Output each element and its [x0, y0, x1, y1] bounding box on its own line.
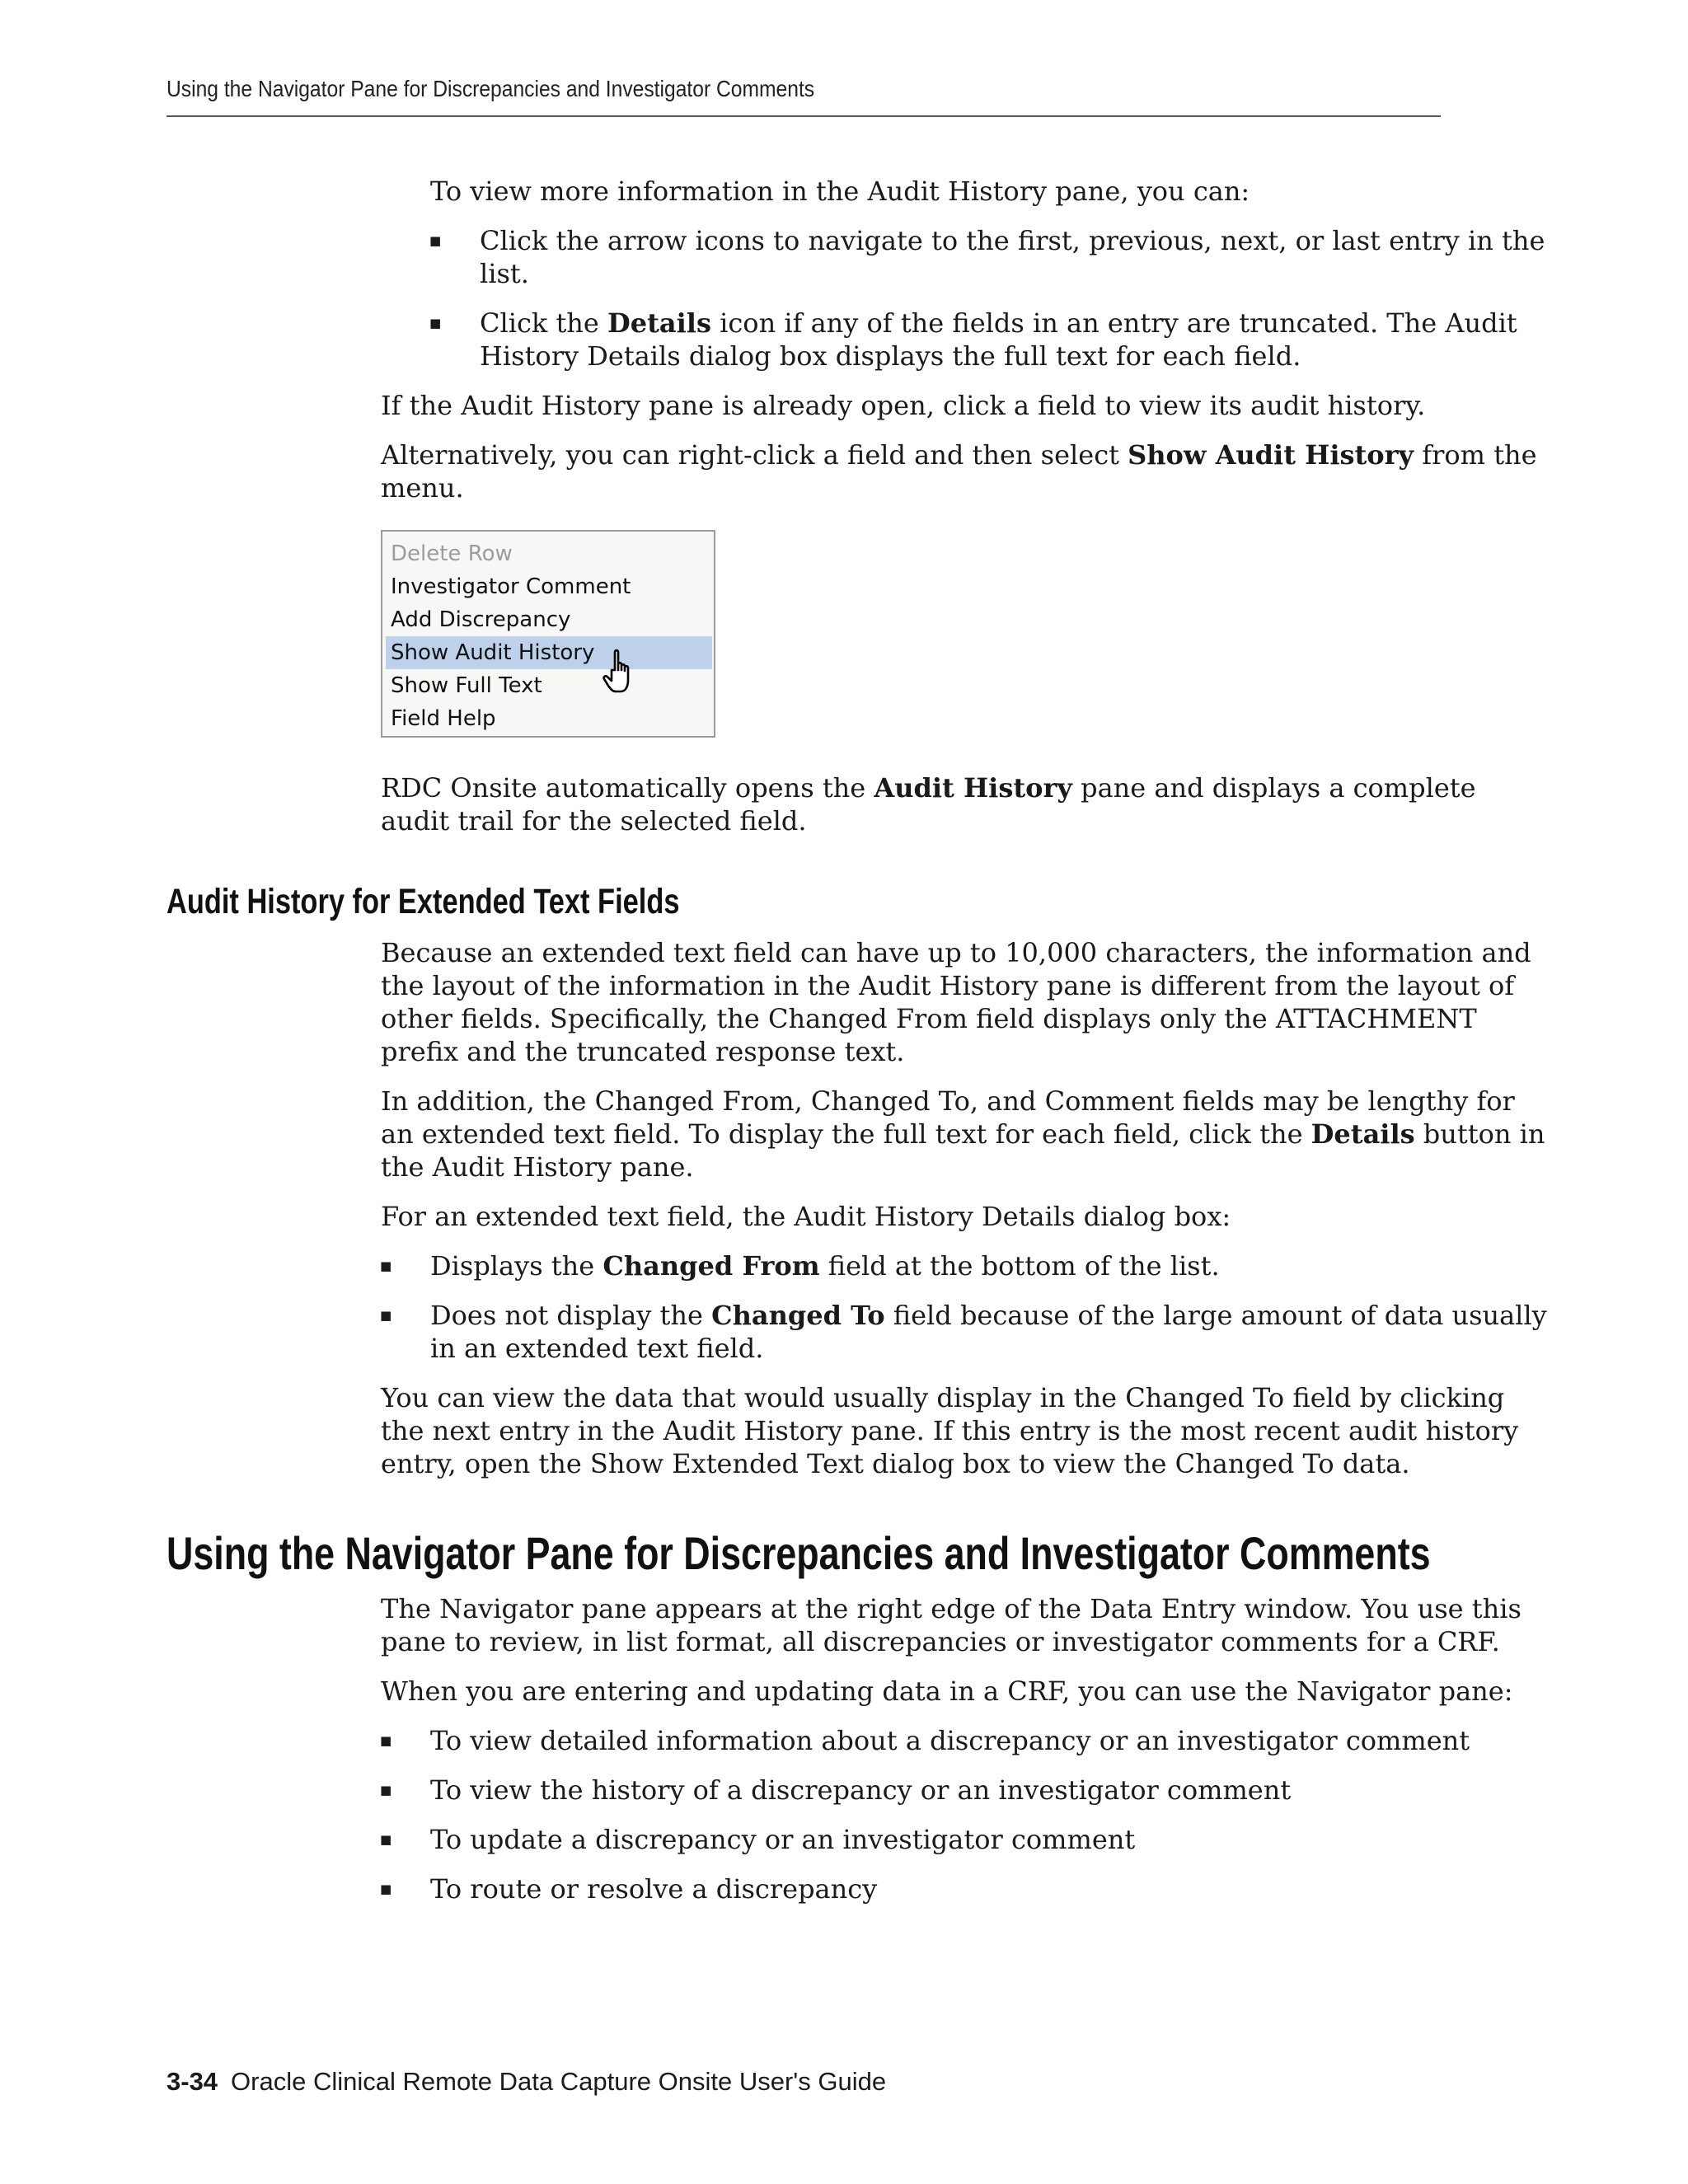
alternative-paragraph-line-1: Alternatively, you can right-click a field and then select Show Audit History from the [381, 439, 1537, 471]
audit-open-paragraph: If the Audit History pane is already open, click a field to view its audit history. [381, 390, 1426, 421]
bullet-marker [380, 1823, 392, 1856]
menu-item-field-help[interactable]: Field Help [391, 706, 496, 731]
navigator-bullet-1: To view detailed information about a discrepancy or an investigator comment [430, 1725, 1470, 1756]
extended-bullet-1: Displays the Changed From field at the bottom of the list. [430, 1250, 1220, 1282]
navigator-p2: When you are entering and updating data in a CRF, you can use the Navigator pane: [381, 1675, 1513, 1707]
extended-p1-line-1: Because an extended text field can have up to 10,000 characters, the information and [381, 937, 1531, 968]
bullet-marker [429, 307, 441, 340]
extended-p2-line-2: an extended text field. To display the full text for each field, click the Details button in [381, 1118, 1545, 1150]
bullet-marker [380, 1774, 392, 1807]
alternative-paragraph-line-2: menu. [381, 472, 464, 504]
bullet-marker [380, 1249, 392, 1282]
menu-item-delete-row[interactable]: Delete Row [391, 541, 513, 566]
bullet-marker [380, 1299, 392, 1332]
navigator-bullet-2: To view the history of a discrepancy or an investigator comment [430, 1774, 1292, 1806]
hand-pointer-icon [602, 649, 641, 698]
menu-item-add-discrepancy[interactable]: Add Discrepancy [391, 607, 571, 632]
section-heading-navigator: Using the Navigator Pane for Discrepancies and Investigator Comments [166, 1527, 1431, 1579]
menu-item-show-audit-history[interactable]: Show Audit History [386, 636, 712, 669]
audit-view-bullet-1-line-1: Click the arrow icons to navigate to the first, previous, next, or last entry in the [480, 225, 1545, 256]
rdc-paragraph-line-2: audit trail for the selected field. [381, 805, 807, 837]
audit-view-bullet-2-line-2: History Details dialog box displays the full text for each field. [480, 340, 1301, 372]
audit-view-intro: To view more information in the Audit History pane, you can: [430, 176, 1250, 207]
navigator-p1-line-2: pane to review, in list format, all discrepancies or investigator comments for a CRF. [381, 1626, 1500, 1657]
running-header: Using the Navigator Pane for Discrepancies and Investigator Comments [166, 76, 815, 101]
extended-p3: For an extended text field, the Audit History Details dialog box: [381, 1201, 1231, 1232]
section-heading-extended-text: Audit History for Extended Text Fields [166, 882, 680, 921]
header-rule [166, 115, 1441, 117]
menu-item-show-full-text[interactable]: Show Full Text [391, 673, 542, 698]
bullet-marker [380, 1872, 392, 1905]
menu-item-investigator-comment[interactable]: Investigator Comment [391, 574, 631, 599]
extended-p2-line-3: the Audit History pane. [381, 1151, 694, 1183]
footer-book-title: Oracle Clinical Remote Data Capture Onsite User's Guide [231, 2067, 887, 2096]
extended-p1-line-4: prefix and the truncated response text. [381, 1036, 905, 1067]
page-footer [166, 2067, 886, 2097]
navigator-p1-line-1: The Navigator pane appears at the right edge of the Data Entry window. You use this [381, 1593, 1522, 1624]
rdc-paragraph-line-1: RDC Onsite automatically opens the Audit History pane and displays a complete [381, 772, 1476, 804]
extended-bullet-2-line-2: in an extended text field. [430, 1333, 764, 1364]
bullet-marker [429, 224, 441, 257]
footer-page-number: 3-34 [166, 2067, 218, 2096]
extended-p1-line-3: other fields. Specifically, the Changed From field displays only the ATTACHMENT [381, 1003, 1477, 1034]
navigator-bullet-3: To update a discrepancy or an investigator comment [430, 1824, 1136, 1855]
extended-p4-line-3: entry, open the Show Extended Text dialog box to view the Changed To data. [381, 1448, 1410, 1479]
navigator-bullet-4: To route or resolve a discrepancy [430, 1873, 878, 1905]
context-menu-figure [381, 530, 715, 738]
audit-view-bullet-1-line-2: list. [480, 258, 529, 289]
bullet-marker [380, 1724, 392, 1757]
extended-bullet-2-line-1: Does not display the Changed To field because of the large amount of data usually [430, 1300, 1547, 1331]
extended-p1-line-2: the layout of the information in the Audit History pane is different from the layout of [381, 970, 1515, 1001]
extended-p2-line-1: In addition, the Changed From, Changed To, and Comment fields may be lengthy for [381, 1085, 1515, 1117]
extended-p4-line-2: the next entry in the Audit History pane. If this entry is the most recent audit history [381, 1415, 1519, 1446]
extended-p4-line-1: You can view the data that would usually display in the Changed To field by clicking [381, 1382, 1505, 1413]
audit-view-bullet-2-line-1: Click the Details icon if any of the fields in an entry are truncated. The Audit [480, 307, 1517, 339]
